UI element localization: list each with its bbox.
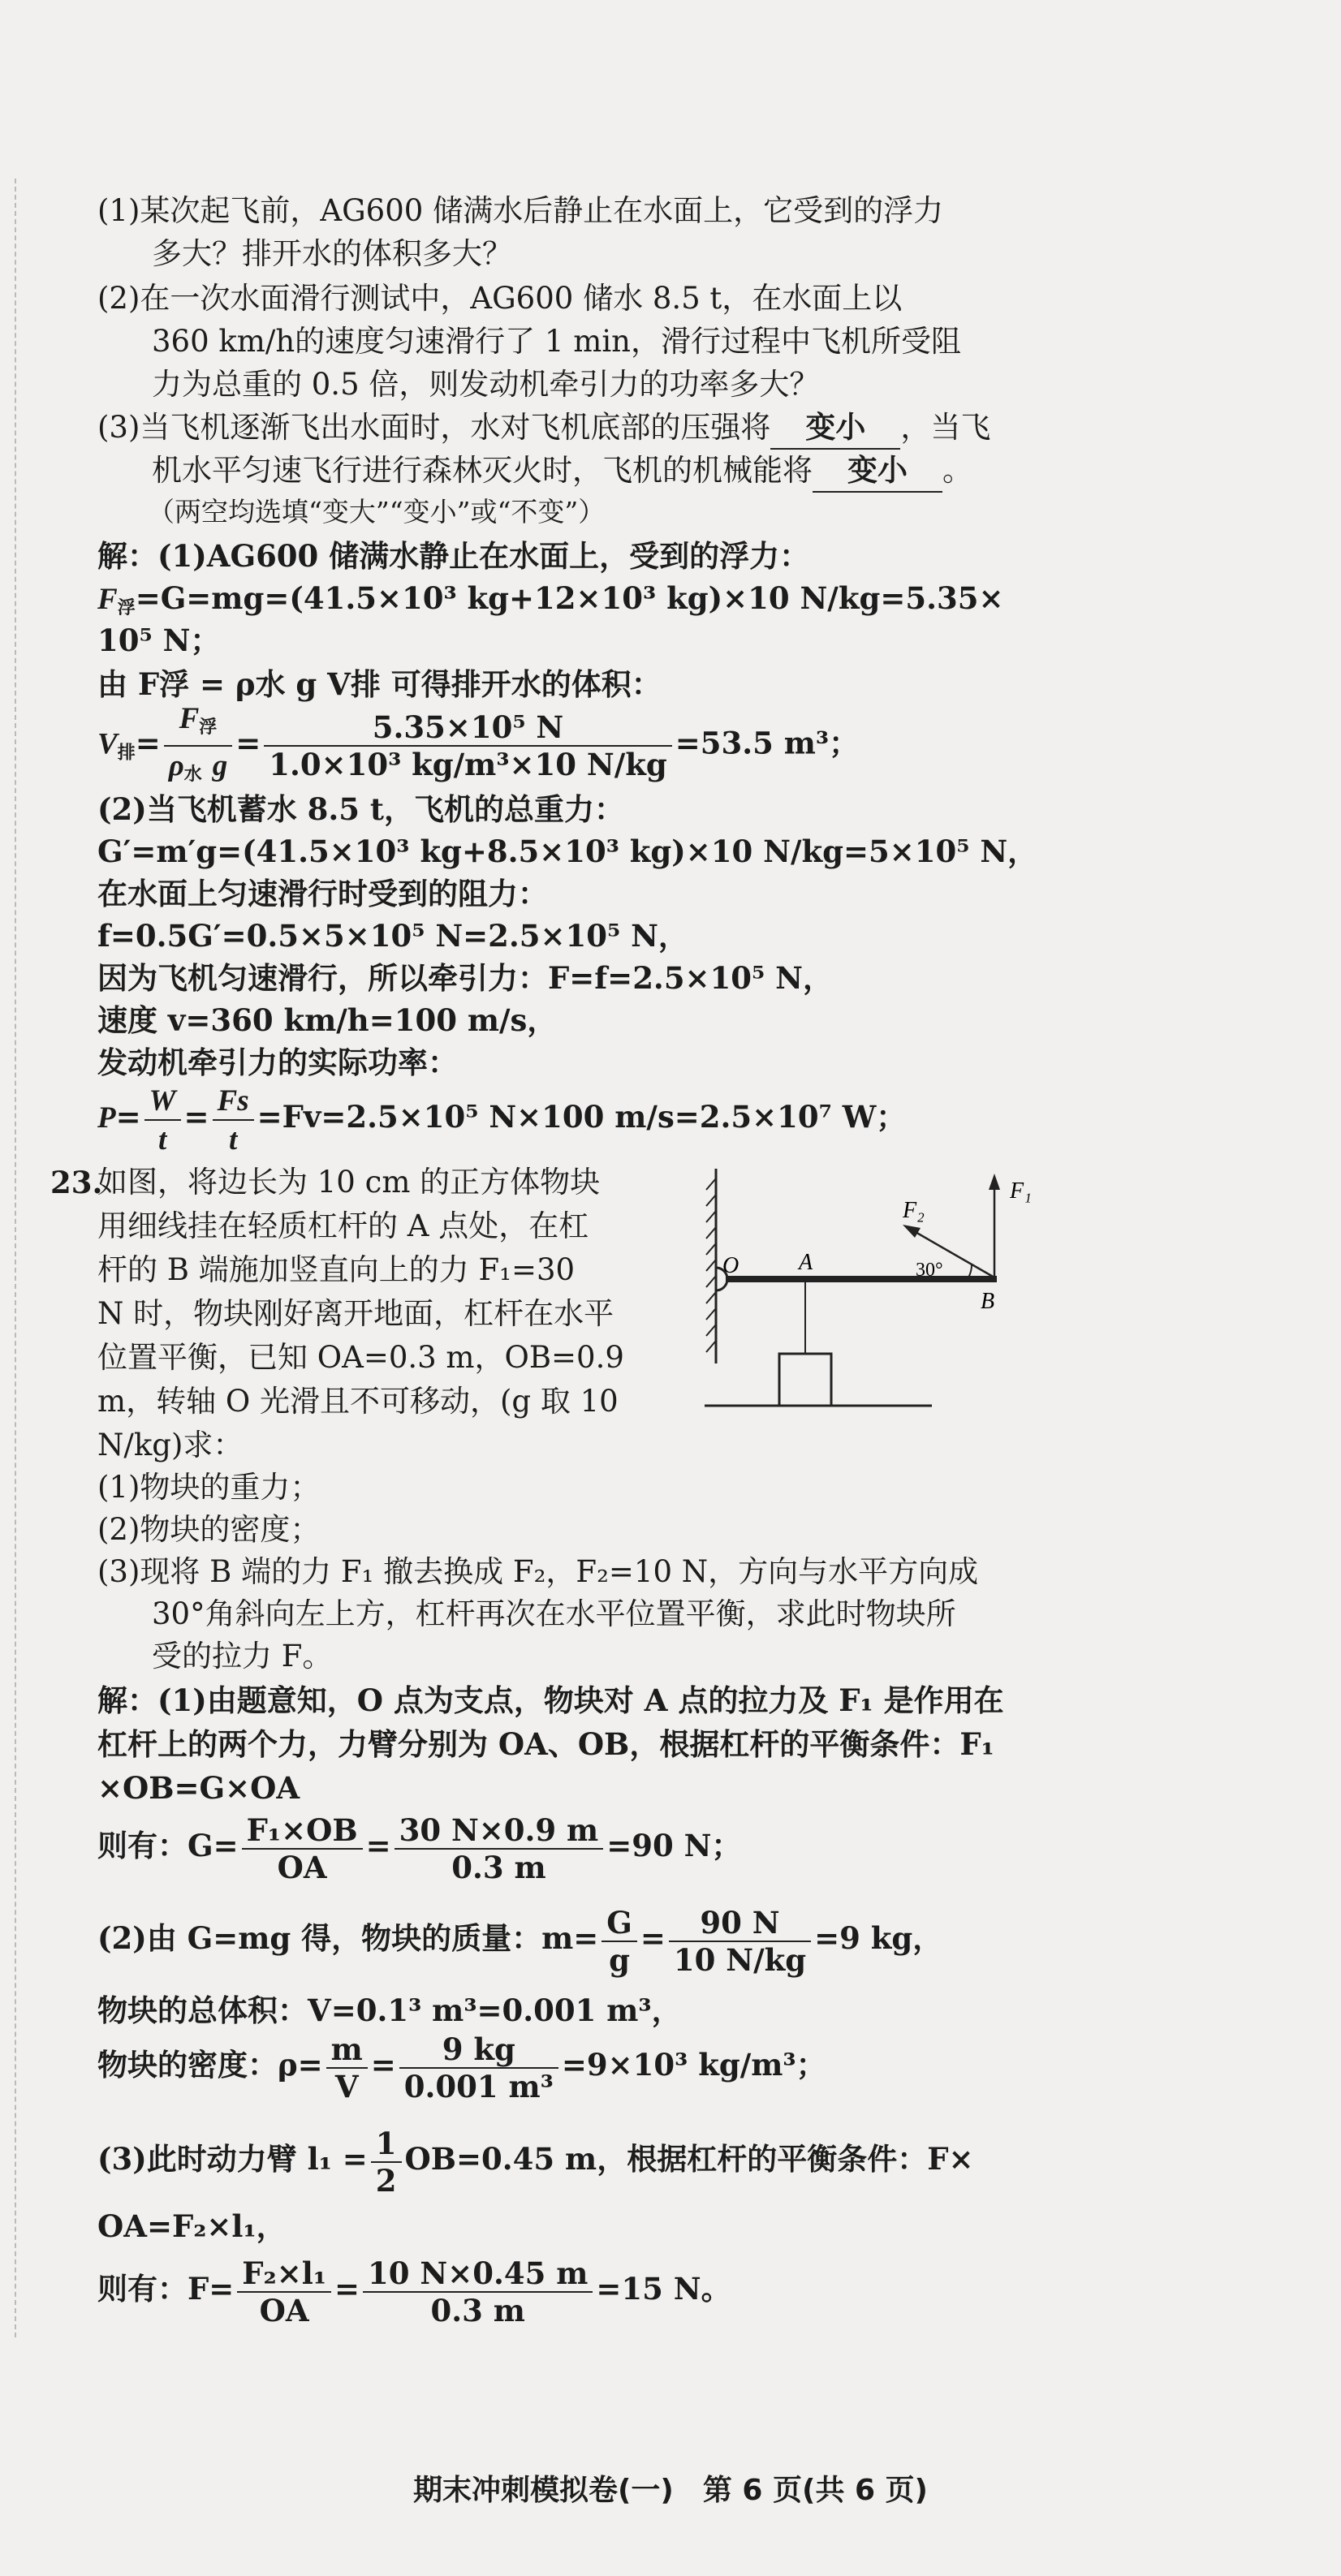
force-f2-arrowhead [903,1225,921,1238]
sol23-line8-result: OB=0.45 m，根据杠杆的平衡条件：F× [404,2141,974,2177]
fraction-denominator: OA [259,2292,309,2328]
q23-line5: 位置平衡，已知 OA=0.3 m，OB=0.9 [97,1340,624,1375]
q23-part2: (2)物块的密度； [97,1512,321,1547]
q22-part3-text-a: (3)当飞机逐渐飞出水面时，水对飞机底部的压强将 [97,410,771,445]
fraction-denominator: 10 N/kg [673,1941,807,1978]
q22-part3-text-d: 。 [942,453,972,488]
label-F1: F₁ [1010,1178,1032,1204]
fraction-denominator: g [609,1941,631,1978]
fraction-numerator: F₁×OB [242,1812,363,1850]
fraction-numerator: G [602,1905,637,1942]
answer-blank-2: 变小 [813,450,942,493]
fraction-numerator: 9 kg [399,2031,558,2069]
fraction-mass-numeric [669,1905,811,1978]
sol22-line13: P= $\frac{W}{t}$ = $\frac{Fs}{t}$ =Fv=2.5×10⁵ N×100 m/s=2.5×10⁷ W； [97,1076,906,1157]
fraction-buoyancy-numeric [264,709,672,782]
sol23-line7-result: =9×10³ kg/m³； [561,2047,826,2083]
fraction-force-symbolic [237,2255,331,2328]
fraction-numerator: F₂×l₁ [237,2255,331,2293]
sol22-line7: G′=m′g=(41.5×10³ kg+8.5×10³ kg)×10 N/kg=5×10⁵ N， [97,834,1038,869]
q23-line7: N/kg)求： [97,1428,244,1462]
answer-blank-1: 变小 [770,407,900,450]
q23-line3: 杆的 B 端施加竖直向上的力 F₁=30 [97,1252,576,1287]
fraction-denominator: 0.3 m [451,1849,546,1885]
cube-block [779,1354,831,1406]
sol23-line6: 物块的总体积：V=0.1³ m³=0.001 m³， [97,1992,682,2028]
sol22-line12: 发动机牵引力的实际功率： [97,1045,458,1080]
q22-part1-line2: 多大？排开水的体积多大？ [152,236,512,271]
q23-part3-line3: 受的拉力 F。 [152,1639,333,1674]
q22-part2-line1: (2)在一次水面滑行测试中，AG600 储水 8.5 t，在水面上以 [97,281,903,316]
binding-margin-line [15,179,16,2337]
sol23-line10-result: =15 N。 [596,2271,731,2307]
fraction-weight-numeric [395,1812,604,1885]
sol22-line6: (2)当飞机蓄水 8.5 t，飞机的总重力： [97,791,624,827]
sol23-line3: ×OB=G×OA [97,1770,300,1806]
fraction-power-fs-t: $\frac{Fs}{t}$ [213,1082,254,1158]
sol23-line7: 物块的密度：ρ= $\frac{m}{V}$ = $\frac{9 kg}{\text{0.001 m³}}$ =9×10³ kg/m³； [97,2031,826,2104]
q22-part2-line2: 360 km/h的速度匀速滑行了 1 min，滑行过程中飞机所受阻 [152,324,961,359]
q23-line4: N 时，物块刚好离开地面，杠杆在水平 [97,1296,614,1331]
label-F2: F₂ [903,1198,925,1223]
fraction-force-numeric [363,2255,593,2328]
sol23-line4-prefix: 则有：G= [97,1828,239,1863]
sol22-line1: 解：(1)AG600 储满水静止在水面上，受到的浮力： [97,538,810,574]
fraction-numerator: m [326,2031,368,2069]
sol23-line7-prefix: 物块的密度：ρ= [97,2047,323,2083]
sol23-line8 [97,2118,973,2199]
label-O: O [722,1253,739,1278]
fraction-denominator: 2 [375,2162,397,2199]
sol22-line8: 在水面上匀速滑行时受到的阻力： [97,876,548,911]
label-A: A [799,1250,813,1275]
lever-diagram [705,1162,1046,1422]
fraction-numerator: 5.35×10⁵ N [264,709,672,747]
sol22-line9: f=0.5G′=0.5×5×10⁵ N=2.5×10⁵ N， [97,918,688,954]
q22-part2-line3: 力为总重的 0.5 倍，则发动机牵引力的功率多大？ [152,367,820,402]
angle-arc [968,1264,972,1277]
fraction-denominator: OA [277,1849,327,1885]
q22-note: （两空均选填“变大”“变小”或“不变”） [148,496,606,528]
q23-part3-line2: 30°角斜向左上方，杠杆再次在水平位置平衡，求此时物块所 [152,1596,956,1631]
sol22-line3: 10⁵ N； [97,622,221,658]
q22-part3-text-c: 机水平匀速飞行进行森林灭火时，飞机的机械能将 [152,453,813,488]
sol22-line2-text: =G=mg=(41.5×10³ kg+12×10³ kg)×10 N/kg=5.35× [135,580,1004,616]
q23-part3-line1: (3)现将 B 端的力 F₁ 撤去换成 F₂，F₂=10 N，方向与水平方向成 [97,1554,979,1589]
wall-hatching [706,1178,716,1352]
sol22-line10: 因为飞机匀速滑行，所以牵引力：F=f=2.5×10⁵ N， [97,960,833,996]
q22-part3-line2 [152,450,972,493]
label-angle: 30° [916,1260,943,1281]
fraction-numerator: 10 N×0.45 m [363,2255,593,2293]
fraction-mass-symbolic [602,1905,637,1978]
sol22-line13-result: =Fv=2.5×10⁵ N×100 m/s=2.5×10⁷ W； [257,1099,907,1135]
fraction-denominator: 0.3 m [430,2292,525,2328]
fraction-numerator: 30 N×0.9 m [395,1812,604,1850]
sol23-line10-prefix: 则有：F= [97,2271,235,2307]
fraction-weight-symbolic [242,1812,363,1885]
force-f1-arrowhead [989,1174,1000,1190]
fraction-denominator: 1.0×10³ kg/m³×10 N/kg [269,747,667,782]
fraction-denominator: 0.001 m³ [403,2068,554,2104]
q23-part1: (1)物块的重力； [97,1470,321,1505]
page-footer: 期末冲刺模拟卷(一) 第 6 页(共 6 页) [412,2474,929,2507]
q23-line1: 如图，将边长为 10 cm 的正方体物块 [97,1165,601,1200]
q22-part3-line1 [97,407,990,450]
sol23-line2: 杠杆上的两个力，力臂分别为 OA、OB，根据杠杆的平衡条件：F₁ [97,1726,994,1762]
q23-number: 23. [50,1165,103,1200]
fraction-denominator: V [334,2068,359,2104]
sol22-line4: 由 F浮 = ρ水 g V排 可得排开水的体积： [97,666,662,702]
sol22-line5: $V_排=$ $\frac{F_浮}{\rho_水 g}$ = $\frac{\text{5.35×10⁵ N}}{\text{1.0×10³ kg/m³×10 N/kg}}$ =53.5 m³； [97,700,859,781]
fraction-numerator: 1 [371,2126,402,2163]
fraction-numerator: 90 N [669,1905,811,1942]
sol23-line9: OA=F₂×l₁， [97,2208,287,2244]
fraction-buoyancy-symbolic: $\frac{F_浮}{\rho_水 g}$ [164,700,232,792]
fraction-density-numeric [399,2031,558,2104]
sol23-line10: 则有：F= $\frac{\text{F₂×l₁}}{OA}$ = $\frac{10 N\times 0.45 m}{0.3 m}$ =15 N。 [97,2255,731,2328]
q22-part3-text-b: ，当飞 [900,410,991,445]
sol22-line5-result: =53.5 m³； [675,725,860,761]
q23-line2: 用细线挂在轻质杠杆的 A 点处，在杠 [97,1208,589,1243]
label-B: B [981,1289,995,1314]
sol23-line4: 则有：G= $\frac{\text{F₁×OB}}{OA}$ = $\frac{30 N\times 0.9 m}{0.3 m}$ =90 N； [97,1811,742,1885]
sol23-line1: 解：(1)由题意知，O 点为支点，物块对 A 点的拉力及 F₁ 是作用在 [97,1682,1004,1718]
sol22-line2: $F_浮=G=mg=(41.5\times 10^3$ kg+12×10³ kg)×10 N/kg=5.35× [97,580,1004,618]
sol23-line5-result: =9 kg， [814,1920,943,1956]
sol22-line11: 速度 v=360 km/h=100 m/s， [97,1002,558,1038]
q22-part1-line1: (1)某次起飞前，AG600 储满水后静止在水面上，它受到的浮力 [97,193,944,228]
sol23-line8-prefix: (3)此时动力臂 l₁ = [97,2141,368,2177]
sol23-line4-result: =90 N； [606,1828,742,1863]
fraction-density-symbolic [326,2031,368,2104]
fraction-power-w-t: $\frac{W}{t}$ [144,1082,181,1158]
sol23-line5: (2)由 G=mg 得，物块的质量：m= $\frac{G}{g}$ = $\frac{90 N}{10 N/kg}$ =9 kg， [97,1904,943,1978]
sol23-line5-prefix: (2)由 G=mg 得，物块的质量：m= [97,1920,599,1956]
q23-line6: m，转轴 O 光滑且不可移动，(g 取 10 [97,1384,619,1419]
fraction-one-half [371,2126,402,2199]
